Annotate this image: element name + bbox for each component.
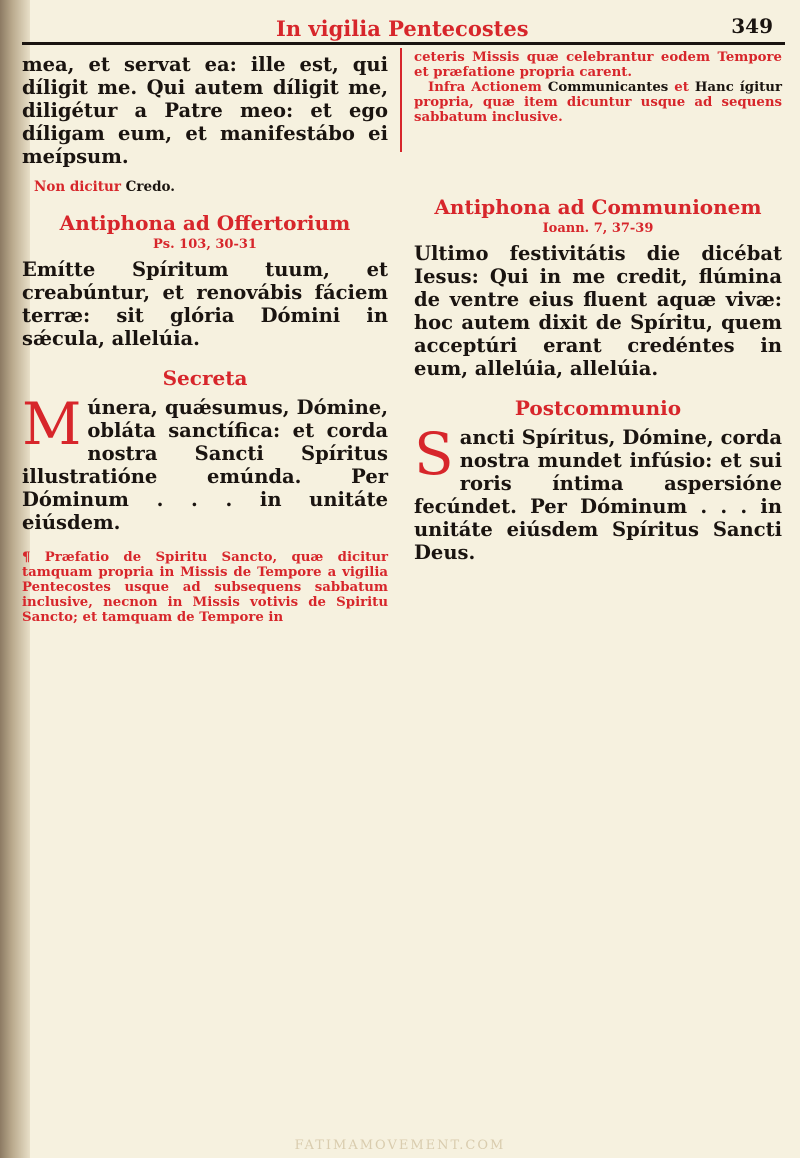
column-divider [400,48,402,152]
credo-rubric: Non dicitur Credo. [34,179,176,195]
offertory-text: Emítte Spíritum tuum, et creabúntur, et renovábis fáciem terræ: sit glória Dómini in sǽcula, allelúia. [22,258,388,350]
offertory-heading: Antiphona ad Offertorium [59,211,351,235]
infra-actionem-rubric: Infra Actionem Communicantes et Hanc ígitur propria, quæ item dicuntur usque ad sequens sabbatum inclusive. [414,80,782,125]
header-rule [22,42,785,45]
secret-text: únera, quǽsumus, Dómine, obláta sanctífica: et corda nostra Sancti Spíritus illustratióne emúnda. Per Dóminum . . . in unitáte eiúsdem. [22,396,388,534]
postcommunion-heading: Postcommunio [514,396,682,420]
communion-reference: Ioann. 7, 37-39 [542,221,654,236]
postcommunion-prayer [414,420,782,564]
postcommunion-text: ancti Spíritus, Dómine, corda nostra mundet infúsio: et sui roris íntima aspersióne fecúndet. Per Dóminum . . . in unitáte eiúsdem Spíritus Sancti Deus. [414,426,782,564]
secret-prayer [22,390,388,534]
right-column [414,50,782,564]
gospel-ending: mea, et servat ea: ille est, qui díligit me. Qui autem díligit me, diligétur a Patre meo: et ego díligam eum, et manifestábo ei meípsum. [22,53,388,168]
preface-rubric-continued: ceteris Missis quæ celebrantur eodem Tempore et præfatione propria carent. [414,50,782,80]
offertory-reference: Ps. 103, 30-31 [153,237,257,252]
secret-initial: M [22,390,82,458]
communion-text: Ultimo festivitátis die dicébat Iesus: Qui in me credit, flúmina de ventre eius fluent aquæ vivæ: hoc autem dixit de Spíritu, quem acceptúri erant credéntes in eum, allelúia, allelúia. [414,242,782,380]
running-title: In vigilia Pentecostes [276,16,529,41]
preface-rubric: ¶ Præfatio de Spiritu Sancto, quæ dicitur tamquam propria in Missis de Tempore a vigilia Pentecostes usque ad subsequens sabbatum inclusive, necnon in Missis votivis de Spiritu Sancto; et tamquam de Tempore in [22,550,388,625]
left-column [22,50,388,625]
communion-heading: Antiphona ad Communionem [434,195,762,219]
site-watermark: FATIMAMOVEMENT.COM [294,1138,506,1153]
postcommunion-initial: S [414,420,454,488]
page-number: 349 [731,14,773,38]
secret-heading: Secreta [162,366,248,390]
page-header [38,10,783,40]
